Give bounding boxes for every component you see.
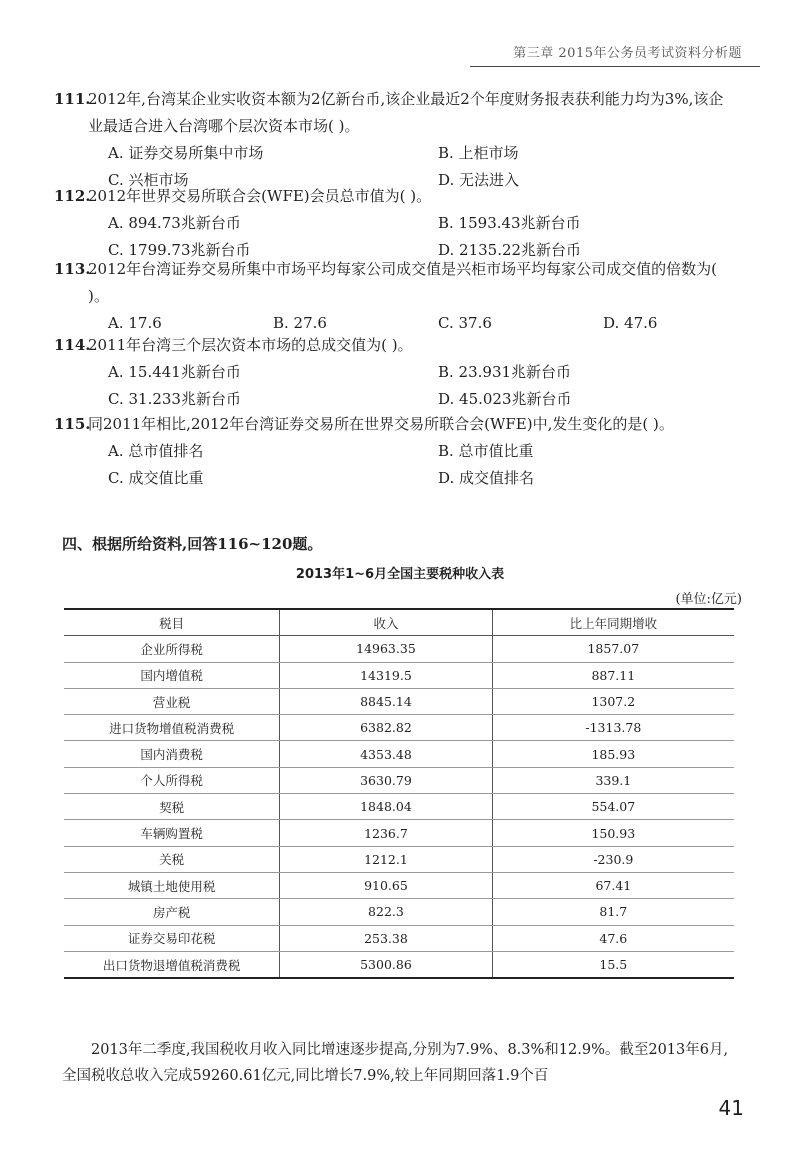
increase-cell: 1857.07: [492, 636, 734, 662]
header-cell: 税目: [64, 609, 280, 636]
page-number: 41: [718, 1096, 744, 1120]
increase-cell: 887.11: [492, 662, 734, 688]
question-number: 111.: [54, 90, 91, 108]
increase-cell: 81.7: [492, 899, 734, 925]
tax-name-cell: 车辆购置税: [64, 820, 280, 846]
section-heading: 四、根据所给资料,回答116~120题。: [62, 535, 323, 553]
header-rule: [470, 66, 760, 67]
revenue-cell: 4353.48: [280, 741, 492, 767]
question-stem: 2012年世界交易所联合会(WFE)会员总市值为( )。: [88, 187, 432, 205]
revenue-cell: 6382.82: [280, 715, 492, 741]
increase-cell: 150.93: [492, 820, 734, 846]
revenue-cell: 1848.04: [280, 794, 492, 820]
question-112: [54, 183, 738, 264]
question-111: [54, 86, 738, 194]
tax-name-cell: 进口货物增值税消费税: [64, 715, 280, 741]
increase-cell: 185.93: [492, 741, 734, 767]
tax-name-cell: 关税: [64, 846, 280, 872]
table-row: [64, 636, 734, 662]
tax-name-cell: 国内消费税: [64, 741, 280, 767]
running-header: 第三章 2015年公务员考试资料分析题: [513, 46, 742, 61]
question-number: 112.: [54, 187, 91, 205]
table-row: [64, 662, 734, 688]
option-d[interactable]: D. 成交值排名: [438, 469, 535, 487]
option-b[interactable]: B. 27.6: [273, 314, 327, 332]
tax-name-cell: 企业所得税: [64, 636, 280, 662]
question-113: [54, 256, 738, 337]
table-title: 2013年1~6月全国主要税种收入表: [295, 567, 505, 582]
body-paragraph: 2013年二季度,我国税收月收入同比增速逐步提高,分别为7.9%、8.3%和12.9%。截至2013年6月,全国税收总收入完成59260.61亿元,同比增长7.9%,较上年同期回落1.9个百: [62, 1041, 729, 1084]
table-row: [64, 767, 734, 793]
question-stem: 同2011年相比,2012年台湾证券交易所在世界交易所联合会(WFE)中,发生变化的是( )。: [88, 415, 674, 433]
option-c[interactable]: C. 兴柜市场: [108, 171, 189, 189]
question-stem: 2012年台湾证券交易所集中市场平均每家公司成交值是兴柜市场平均每家公司成交值的倍数为( )。: [88, 260, 718, 305]
table-row: [64, 899, 734, 925]
increase-cell: 15.5: [492, 951, 734, 978]
option-b[interactable]: B. 23.931兆新台币: [438, 363, 572, 381]
question-115: [54, 411, 738, 492]
option-c[interactable]: C. 37.6: [438, 314, 492, 332]
tax-name-cell: 营业税: [64, 688, 280, 714]
revenue-cell: 8845.14: [280, 688, 492, 714]
increase-cell: 1307.2: [492, 688, 734, 714]
revenue-cell: 14963.35: [280, 636, 492, 662]
tax-revenue-table: [64, 608, 734, 979]
options: [88, 438, 738, 492]
tax-name-cell: 房产税: [64, 899, 280, 925]
revenue-cell: 253.38: [280, 925, 492, 951]
tax-name-cell: 城镇土地使用税: [64, 872, 280, 898]
table-row: [64, 951, 734, 978]
question-stem: 2012年,台湾某企业实收资本额为2亿新台币,该企业最近2个年度财务报表获利能力均为3%,该企业最适合进入台湾哪个层次资本市场( )。: [88, 90, 724, 135]
table-row: [64, 715, 734, 741]
option-d[interactable]: D. 47.6: [603, 314, 658, 332]
revenue-cell: 1212.1: [280, 846, 492, 872]
table-row: [64, 794, 734, 820]
table-row: [64, 872, 734, 898]
option-a[interactable]: A. 总市值排名: [108, 442, 204, 460]
question-number: 113.: [54, 260, 91, 278]
question-number: 115.: [54, 415, 91, 433]
question-114: [54, 332, 738, 413]
table-row: [64, 820, 734, 846]
increase-cell: 339.1: [492, 767, 734, 793]
tax-name-cell: 证券交易印花税: [64, 925, 280, 951]
header-cell: 比上年同期增收: [492, 609, 734, 636]
increase-cell: 554.07: [492, 794, 734, 820]
increase-cell: -230.9: [492, 846, 734, 872]
tax-name-cell: 国内增值税: [64, 662, 280, 688]
option-d[interactable]: D. 45.023兆新台币: [438, 390, 572, 408]
revenue-cell: 5300.86: [280, 951, 492, 978]
option-d[interactable]: D. 2135.22兆新台币: [438, 241, 582, 259]
option-a[interactable]: A. 15.441兆新台币: [108, 363, 241, 381]
option-c[interactable]: C. 成交值比重: [108, 469, 204, 487]
revenue-cell: 1236.7: [280, 820, 492, 846]
increase-cell: 67.41: [492, 872, 734, 898]
table-header-row: [64, 609, 734, 636]
header-cell: 收入: [280, 609, 492, 636]
revenue-cell: 14319.5: [280, 662, 492, 688]
option-c[interactable]: C. 31.233兆新台币: [108, 390, 241, 408]
question-stem: 2011年台湾三个层次资本市场的总成交值为( )。: [88, 336, 413, 354]
table-row: [64, 925, 734, 951]
revenue-cell: 910.65: [280, 872, 492, 898]
revenue-cell: 822.3: [280, 899, 492, 925]
option-b[interactable]: B. 1593.43兆新台币: [438, 214, 581, 232]
increase-cell: -1313.78: [492, 715, 734, 741]
increase-cell: 47.6: [492, 925, 734, 951]
question-number: 114.: [54, 336, 91, 354]
option-b[interactable]: B. 总市值比重: [438, 442, 534, 460]
tax-name-cell: 个人所得税: [64, 767, 280, 793]
option-a[interactable]: A. 17.6: [108, 314, 162, 332]
revenue-cell: 3630.79: [280, 767, 492, 793]
table-row: [64, 741, 734, 767]
table-row: [64, 688, 734, 714]
tax-name-cell: 出口货物退增值税消费税: [64, 951, 280, 978]
option-a[interactable]: A. 证券交易所集中市场: [108, 144, 264, 162]
option-a[interactable]: A. 894.73兆新台币: [108, 214, 241, 232]
tax-name-cell: 契税: [64, 794, 280, 820]
option-d[interactable]: D. 无法进入: [438, 171, 520, 189]
option-b[interactable]: B. 上柜市场: [438, 144, 519, 162]
table-unit: (单位:亿元): [675, 592, 742, 607]
options: [88, 359, 738, 413]
table-row: [64, 846, 734, 872]
option-c[interactable]: C. 1799.73兆新台币: [108, 241, 251, 259]
